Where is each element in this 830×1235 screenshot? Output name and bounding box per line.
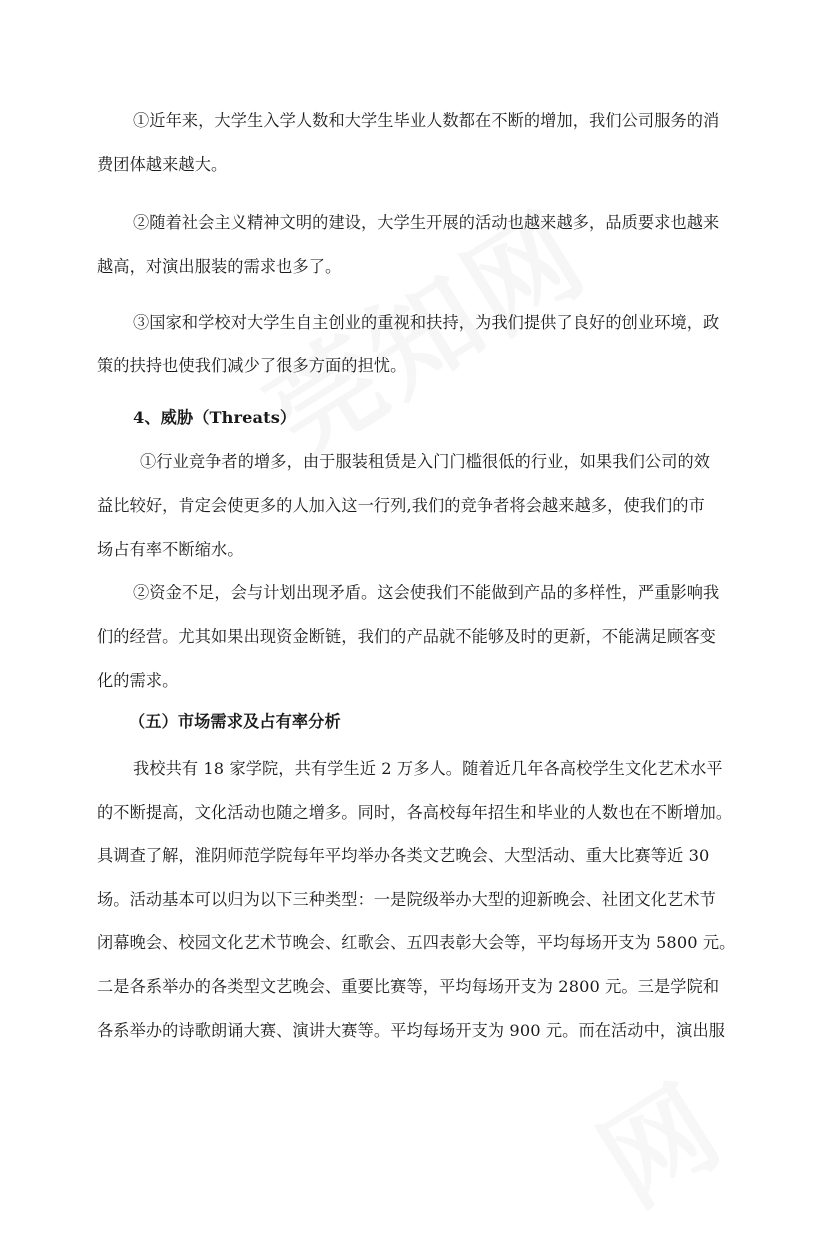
paragraph-line: 场占有率不断缩水。 bbox=[97, 540, 244, 559]
paragraph-line: 各系举办的诗歌朗诵大赛、演讲大赛等。平均每场开支为 900 元。而在活动中，演出服 bbox=[97, 1021, 726, 1040]
paragraph-line: 闭幕晚会、校园文化艺术节晚会、红歌会、五四表彰大会等，平均每场开支为 5800 元。 bbox=[97, 933, 736, 952]
paragraph-line: ②资金不足，会与计划出现矛盾。这会使我们不能做到产品的多样性，严重影响我 bbox=[133, 583, 720, 602]
paragraph-line: 我校共有 18 家学院，共有学生近 2 万多人。随着近几年各高校学生文化艺术水平 bbox=[133, 759, 723, 778]
paragraph-line: ①行业竞争者的增多，由于服装租赁是入门门槛很低的行业，如果我们公司的效 bbox=[140, 452, 711, 471]
paragraph-line: 益比较好，肯定会使更多的人加入这一行列,我们的竞争者将会越来越多，使我们的市 bbox=[97, 496, 705, 515]
paragraph-line: 费团体越来越大。 bbox=[97, 155, 228, 174]
paragraph-line: ①近年来，大学生入学人数和大学生毕业人数都在不断的增加，我们公司服务的消 bbox=[133, 111, 720, 130]
section-heading-threats: 4、威胁（Threats） bbox=[133, 408, 297, 427]
paragraph-line: ③国家和学校对大学生自主创业的重视和扶持，为我们提供了良好的创业环境，政 bbox=[133, 313, 720, 332]
paragraph-line: 越高，对演出服装的需求也多了。 bbox=[97, 257, 342, 276]
section-heading-market: （五）市场需求及占有率分析 bbox=[129, 712, 341, 731]
paragraph-line: 的不断提高，文化活动也随之增多。同时，各高校每年招生和毕业的人数也在不断增加。 bbox=[97, 803, 733, 822]
watermark bbox=[233, 193, 646, 606]
paragraph-line: ②随着社会主义精神文明的建设，大学生开展的活动也越来越多，品质要求也越来 bbox=[133, 213, 720, 232]
watermark-fragment bbox=[566, 1043, 743, 1235]
paragraph-line: 策的扶持也使我们减少了很多方面的担忧。 bbox=[97, 356, 407, 375]
paragraph-line: 场。活动基本可以归为以下三种类型：一是院级举办大型的迎新晚会、社团文化艺术节 bbox=[97, 890, 716, 909]
paragraph-line: 们的经营。尤其如果出现资金断链，我们的产品就不能够及时的更新，不能满足顾客变 bbox=[97, 627, 716, 646]
paragraph-line: 化的需求。 bbox=[97, 671, 179, 690]
paragraph-line: 二是各系举办的各类型文艺晚会、重要比赛等，平均每场开支为 2800 元。三是学院和 bbox=[97, 977, 720, 996]
paragraph-line: 具调查了解，淮阴师范学院每年平均举办各类文艺晚会、大型活动、重大比赛等近 30 bbox=[97, 846, 710, 865]
